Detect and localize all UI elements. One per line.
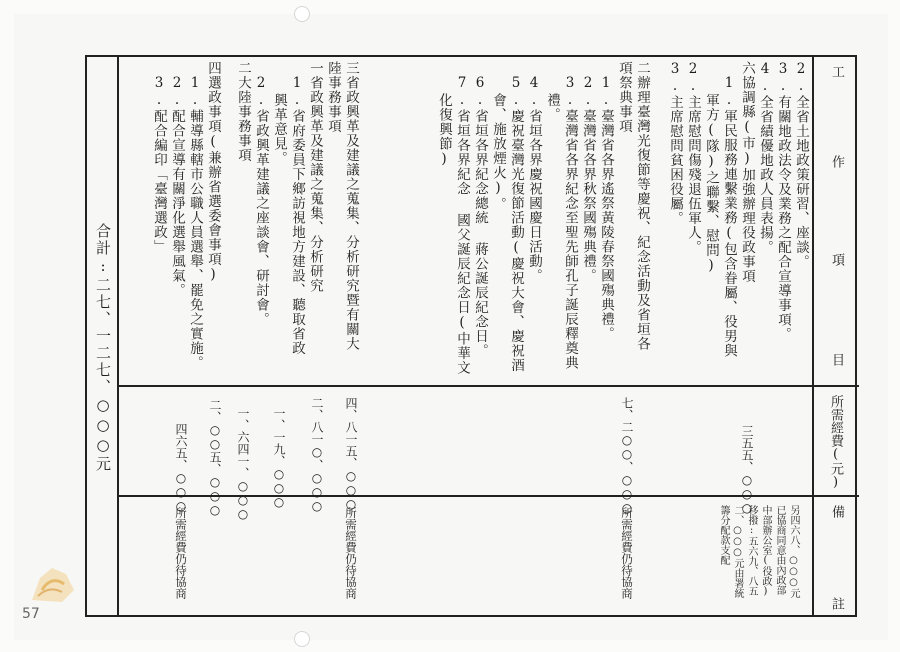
- work-item-line: 禮。: [544, 93, 560, 122]
- work-item-line: 陸事務事項: [325, 61, 341, 134]
- budget-table: [85, 55, 857, 617]
- header-column-divider: [812, 57, 814, 615]
- header-remark-char-2: 註: [829, 597, 844, 610]
- budget-amount: 一、一九、○○○: [272, 407, 286, 509]
- work-item-line: 會、施放煙火)。: [490, 93, 506, 212]
- work-item-line: 3.配合編印「臺灣選政」: [151, 75, 167, 254]
- work-item-line: 化復興節): [436, 93, 452, 168]
- work-item-line: 2.配合宣導有關淨化選舉風氣。: [169, 75, 185, 298]
- remark-line: 所需經費仍待協商: [174, 507, 188, 599]
- work-item-line: 二大陸事務事項: [235, 61, 251, 163]
- work-item-line: 2.全省土地政策研習、座談。: [793, 61, 809, 269]
- header-work-item-char-3: 項: [829, 253, 844, 266]
- work-item-line: 1.省府委員下鄉訪視地方建設、聽取省政: [289, 75, 305, 356]
- grand-total: 合計:二七、一二七、○○○元: [94, 223, 112, 473]
- work-item-line: 3.臺灣省各界紀念至聖先師孔子誕辰釋奠典: [562, 75, 578, 370]
- work-item-line: 四選政事項(兼辦省選委會事項): [205, 61, 221, 284]
- page-number: 57: [22, 606, 40, 622]
- budget-amount: 四、八一五、○○○: [344, 397, 358, 511]
- work-item-line: 六協調縣(市)加強辦理役政事項: [739, 61, 755, 284]
- work-item-line: 4.全省績優地政人員表揚。: [757, 61, 773, 255]
- work-item-line: 2.臺灣省各界秋祭國殤典禮。: [580, 75, 596, 283]
- remark-line: 所需經費仍待協商: [620, 507, 634, 599]
- work-item-line: 7.省垣各界紀念 國父誕辰紀念日(中華文: [454, 75, 470, 375]
- remark-line: 所需經費仍待協商: [344, 507, 358, 599]
- punch-hole-bottom: [294, 631, 310, 647]
- budget-amount: 二、○○五、○○○: [208, 399, 222, 517]
- work-item-line: 6.省垣各界紀念總統 蔣公誕辰紀念日。: [472, 75, 488, 358]
- remark-line: 移撥:五六九、八五: [746, 505, 757, 596]
- work-item-line: 2.主席慰問傷殘退伍軍人。: [685, 61, 701, 255]
- budget-amount: 四六五、○○○: [174, 423, 188, 513]
- work-item-line: 二辦理臺灣光復節等慶祝、紀念活動及省垣各: [634, 61, 650, 351]
- remark-line: 另四六八、○○○元: [788, 505, 799, 598]
- remark-line: 二、○○○元由署統: [732, 505, 743, 598]
- work-item-line: 2.省政興革建議之座談會、研討會。: [253, 75, 269, 327]
- work-item-line: 三省政興革及建議之蒐集、分析研究暨有關大: [343, 61, 359, 351]
- punch-hole-top: [294, 6, 310, 22]
- work-item-line: 興革意見。: [271, 93, 287, 166]
- remark-line: 已協商同意由內政部: [774, 505, 785, 595]
- header-work-item-char-1: 工: [829, 65, 844, 78]
- budget-amount: 三五五、○○○: [740, 425, 754, 515]
- work-item-line: 一省政興革及建議之蒐集、分析研究: [307, 61, 323, 293]
- work-item-line: 1.臺灣省各界遙祭黃陵春祭國殤典禮。: [598, 75, 614, 341]
- header-budget: 所需經費(元): [828, 395, 843, 490]
- header-work-item-char-2: 作: [829, 155, 844, 168]
- header-remark-char-1: 備: [829, 505, 844, 518]
- remark-line: 籌分配款支配: [718, 505, 729, 565]
- work-item-line: 3.有關地政法令及業務之配合宣導事項。: [775, 61, 791, 342]
- work-item-line: 1.輔導縣轄市公職人員選舉、罷免之實施。: [187, 75, 203, 370]
- budget-amount: 二、八一○、○○○: [310, 397, 324, 513]
- remark-line: 中部辦公室(役政): [760, 505, 771, 597]
- total-column-divider: [117, 57, 119, 615]
- work-item-line: 4.省垣各界慶祝國慶日活動。: [526, 75, 542, 283]
- budget-amount: 七、二○○、○○○: [620, 397, 634, 515]
- archive-logo: [22, 560, 82, 610]
- work-item-line: 5.慶祝臺灣光復節活動(慶祝大會、慶祝酒: [508, 75, 524, 373]
- row-divider-work-budget: [119, 385, 859, 387]
- work-item-line: 軍方(隊)之聯繫、慰問): [703, 93, 719, 275]
- work-item-line: 3.主席慰問貧困役屬。: [667, 61, 683, 226]
- work-item-line: 1.軍民服務連繫業務(包含眷屬、役男與: [721, 75, 737, 358]
- budget-amount: 一、六四一、○○○: [236, 407, 250, 521]
- work-item-line: 項祭典事項: [616, 61, 632, 134]
- header-work-item-char-4: 目: [829, 353, 844, 366]
